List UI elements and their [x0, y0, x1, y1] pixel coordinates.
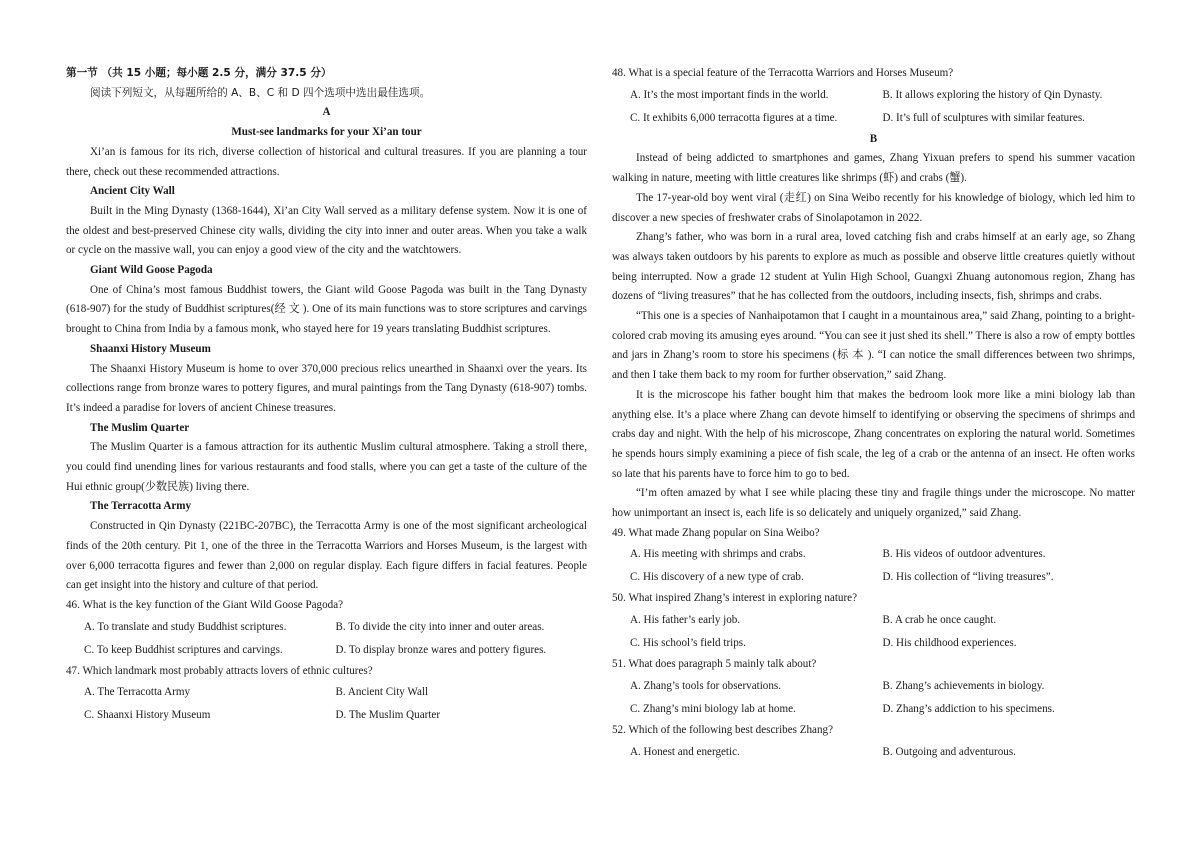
option: B. It allows exploring the history of Qin Dynasty. [882, 88, 1103, 101]
passage-a-intro: Xi’an is famous for its rich, diverse collection of historical and cultural treasures. If you are planning a tour there, check out these recommended attractions. [66, 145, 587, 178]
passage-a-sections [66, 182, 587, 596]
option: A. His father’s early job. [630, 614, 741, 627]
option: D. His childhood experiences. [882, 637, 1017, 650]
landmark-text: The Shaanxi History Museum is home to over 370,000 precious relics unearthed in Shaanxi over the years. Its collections range from bronze wares to pottery figures, and mural paintings from the Tang Dynasty (618-907) tombs. It’s indeed a paradise for lovers of ancient Chinese treasures. [66, 362, 587, 414]
landmark-text: The Muslim Quarter is a famous attraction for its authentic Muslim cultural atmosphere. Taking a stroll there, you could find unending lines for various restaurants and food stalls, where you can get a taste of the culture of the Hui ethnic group(少数民族) living there. [66, 441, 587, 493]
right-column [612, 64, 1135, 764]
question-stem: 51. What does paragraph 5 mainly talk about? [612, 658, 817, 671]
landmark-text: One of China’s most famous Buddhist towers, the Giant wild Goose Pagoda was built in the Tang Dynasty (618-907) for the study of Buddhist scriptures(经 文 ). One of its main functions was to store scriptures and carvings brought to China from India by a famous monk, who stayed here for 19 years translating Buddhist scriptures. [66, 283, 587, 336]
passage-b-paragraph: Instead of being addicted to smartphones and games, Zhang Yixuan prefers to spend his summer vacation walking in nature, meeting with little creatures like shrimps (虾) and crabs (蟹). [612, 152, 1135, 185]
passage-b-paragraphs [612, 149, 1135, 523]
question-stem: 49. What made Zhang popular on Sina Weibo? [612, 526, 820, 539]
option: C. Shaanxi History Museum [84, 709, 211, 722]
option: D. The Muslim Quarter [335, 709, 441, 722]
question-stem: 47. Which landmark most probably attracts lovers of ethnic cultures? [66, 664, 373, 677]
questions-b [612, 524, 1135, 764]
landmark-heading: Giant Wild Goose Pagoda [90, 264, 213, 277]
option: C. His discovery of a new type of crab. [630, 571, 804, 584]
option: A. Honest and energetic. [630, 745, 740, 758]
section-instruction: 阅读下列短文，从每题所给的 A、B、C 和 D 四个选项中选出最佳选项。 [90, 86, 431, 99]
option: A. Zhang’s tools for observations. [630, 679, 781, 692]
option: A. The Terracotta Army [84, 686, 191, 699]
option: D. To display bronze wares and pottery figures. [335, 643, 547, 656]
landmark-text: Built in the Ming Dynasty (1368-1644), Xi’an City Wall served as a military defense system. Now it is one of the oldest and best-preserved Chinese city walls, dividing the city into inner and outer areas. When you take a walk or cycle on the massive wall, you can enjoy a good view of the city and the watchtowers. [66, 204, 587, 257]
landmark-heading: Ancient City Wall [90, 185, 175, 198]
landmark-text: Constructed in Qin Dynasty (221BC-207BC), the Terracotta Army is one of the most significant archeological finds of the 20th century. Pit 1, one of the three in the Terracotta Warriors and Horses Museum, is the largest with over 6,000 terracotta figures and fewer than 2,000 on regular display. Each figure differs in facial features. People can get insight into the history and culture of that period. [66, 520, 587, 592]
landmark-heading: The Muslim Quarter [90, 421, 190, 434]
passage-b-paragraph: “I’m often amazed by what I see while placing these tiny and fragile things under the microscope. No matter how unimportant an insect is, each life is so delicately and uniquely organized,” said Zhang. [612, 487, 1135, 520]
passage-a-label: A [322, 106, 331, 119]
option: A. His meeting with shrimps and crabs. [630, 548, 806, 561]
option: C. His school’s field trips. [630, 637, 746, 650]
questions-a [66, 596, 587, 727]
option: C. Zhang’s mini biology lab at home. [630, 702, 796, 715]
question-options [66, 681, 587, 727]
option: B. His videos of outdoor adventures. [882, 548, 1046, 561]
passage-b-paragraph: It is the microscope his father bought him that makes the bedroom look more like a mini biology lab than anything else. It’s a place where Zhang can devote himself to identifying or observing the specimens of shrimps and crabs day and night. With the help of his microscope, Zhang concentrates on exploring the natural world. Sometimes he spends hours simply examining a piece of fish scale, the leg of a crab or the antenna of an insect. He often works so late that his parents have to force him to go to bed. [612, 388, 1135, 480]
question-options [612, 609, 1135, 655]
section-title: 第一节 （共 15 小题；每小题 2.5 分，满分 37.5 分） [66, 67, 332, 79]
passage-a-title: Must-see landmarks for your Xi’an tour [231, 126, 422, 139]
left-column [66, 64, 587, 727]
question-options [612, 675, 1135, 721]
option: D. His collection of “living treasures”. [882, 571, 1054, 584]
option: B. Outgoing and adventurous. [882, 745, 1016, 758]
question-options [612, 741, 1135, 764]
option: D. It’s full of sculptures with similar features. [882, 111, 1085, 124]
question-options [612, 84, 1135, 130]
option: B. A crab he once caught. [882, 614, 997, 627]
landmark-heading: Shaanxi History Museum [90, 342, 211, 355]
question-stem: 52. Which of the following best describes Zhang? [612, 723, 833, 736]
landmark-heading: The Terracotta Army [90, 500, 192, 513]
question-options [66, 616, 587, 662]
passage-b-paragraph: The 17-year-old boy went viral (走红) on Sina Weibo recently for his knowledge of biology, which led him to discover a new species of freshwater crabs of Sinolapotamon in 2022. [612, 191, 1135, 224]
option: C. To keep Buddhist scriptures and carvings. [84, 643, 283, 656]
option: A. It’s the most important finds in the world. [630, 88, 829, 101]
passage-b-label: B [869, 132, 878, 145]
passage-b-paragraph: “This one is a species of Nanhaipotamon that I caught in a mountainous area,” said Zhang, pointing to a bright-colored crab moving its amusing eyes around. “You can see it just shed its shell.” There is also a row of empty bottles and jars in Zhang’s room to store his specimens (标 本 ). “I can notice the small differences between two shrimps, and then I take them back to my room for further observation,” said Zhang. [612, 310, 1135, 382]
passage-b-paragraph: Zhang’s father, who was born in a rural area, loved catching fish and crabs himself at an early age, so Zhang was always taken outdoors by his parents to explore as much as possible and observe little creatures quietly without being interrupted. Now a grade 12 student at Yulin High School, Guangxi Zhuang autonomous region, Zhang has dozens of “living treasures” that he has collected from the outdoors, including insects, fish, shrimps and crabs. [612, 231, 1135, 303]
option: C. It exhibits 6,000 terracotta figures at a time. [630, 111, 838, 124]
question-stem: 50. What inspired Zhang’s interest in exploring nature? [612, 592, 858, 605]
option: A. To translate and study Buddhist scriptures. [84, 620, 287, 633]
question-stem: 46. What is the key function of the Giant Wild Goose Pagoda? [66, 598, 344, 611]
question-options [612, 543, 1135, 589]
question-stem: 48. What is a special feature of the Terracotta Warriors and Horses Museum? [612, 67, 954, 79]
option: D. Zhang’s addiction to his specimens. [882, 702, 1055, 715]
questions-a-continued [612, 64, 1135, 130]
option: B. Ancient City Wall [335, 686, 429, 699]
option: B. Zhang’s achievements in biology. [882, 679, 1045, 692]
option: B. To divide the city into inner and outer areas. [335, 620, 545, 633]
